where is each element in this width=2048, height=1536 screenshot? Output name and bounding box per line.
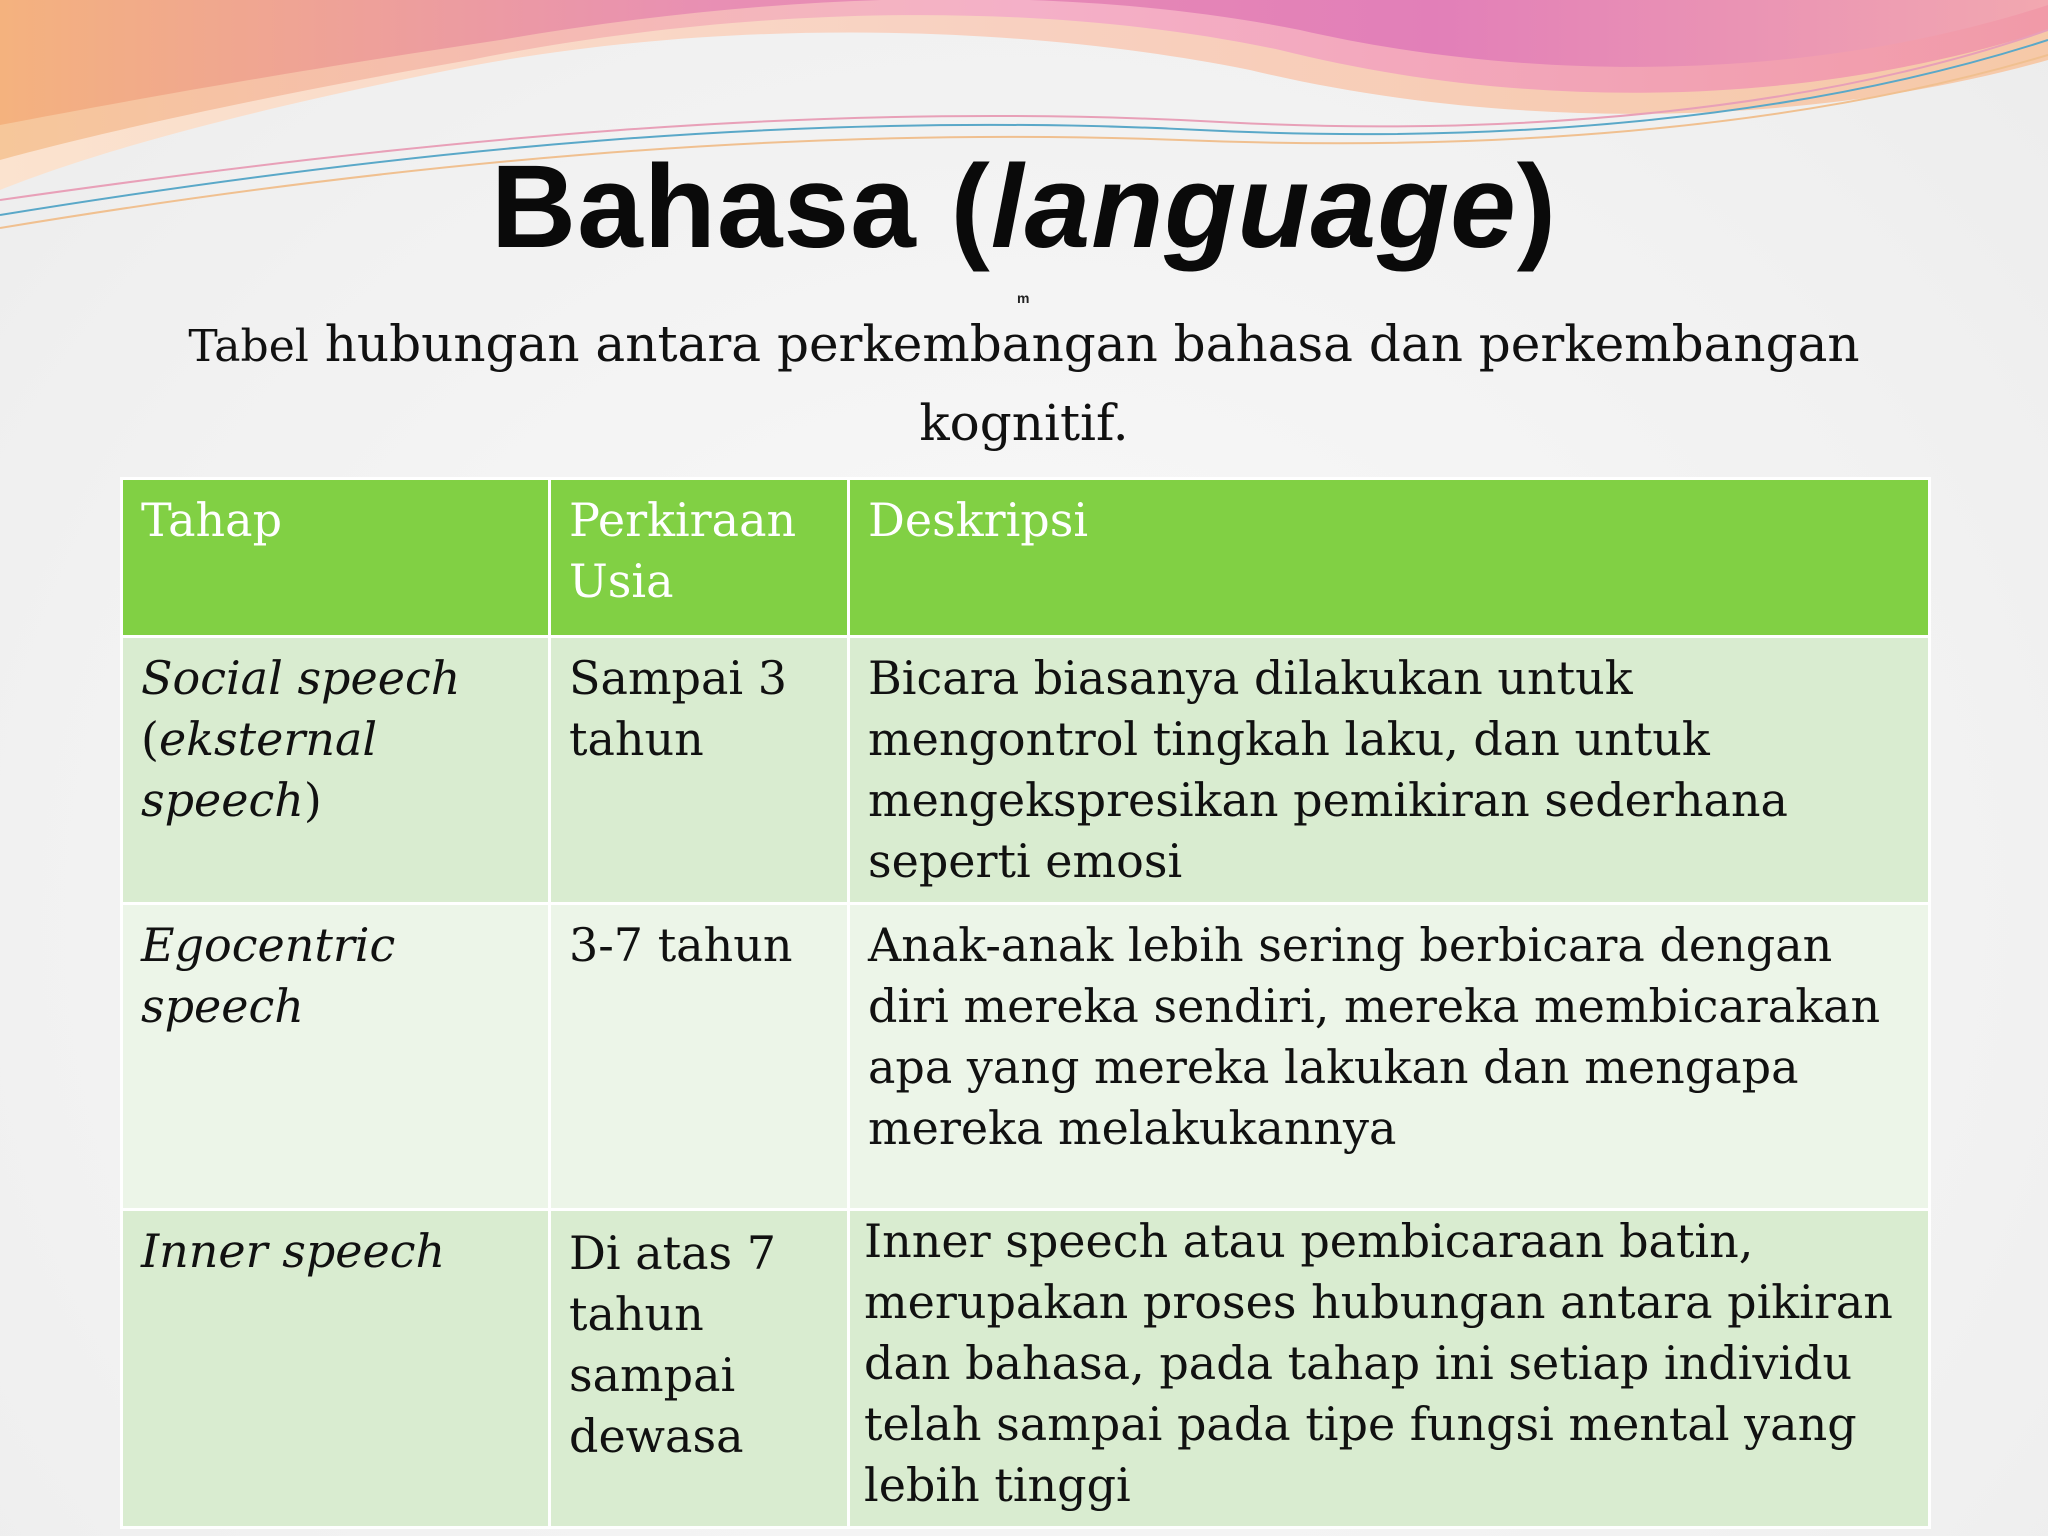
header-description: Deskripsi <box>849 479 1930 637</box>
header-stage: Tahap <box>122 479 550 637</box>
age-cell: Sampai 3 tahun <box>550 637 849 904</box>
table-row <box>122 904 1930 1210</box>
stray-mark: m <box>1017 290 1030 306</box>
slide-subtitle <box>150 306 1898 461</box>
age-cell: Di atas 7 tahun sampai dewasa <box>550 1210 849 1528</box>
header-age: Perkiraan Usia <box>550 479 849 637</box>
stage-cell: Social speech (eksternal speech) <box>122 637 550 904</box>
subtitle-rest: hubungan antara perkembangan bahasa dan perkembangan kognitif. <box>308 315 1860 452</box>
stage-cell: Inner speech <box>122 1210 550 1528</box>
slide-title: Bahasa (language) <box>490 141 1558 273</box>
age-cell: 3-7 tahun <box>550 904 849 1210</box>
table-row <box>122 637 1930 904</box>
description-cell: Anak-anak lebih sering berbicara dengan diri mereka sendiri, mereka membicarakan apa yang mereka lakukan dan mengapa mereka melakukannya <box>849 904 1930 1210</box>
description-cell: Inner speech atau pembicaraan batin, merupakan proses hubungan antara pikiran dan bahasa, pada tahap ini setiap individu telah sampai pada tipe fungsi mental yang lebih tinggi <box>849 1210 1930 1528</box>
subtitle-lead: Tabel <box>188 321 309 372</box>
description-cell: Bicara biasanya dilakukan untuk mengontrol tingkah laku, dan untuk mengekspresikan pemikiran sederhana seperti emosi <box>849 637 1930 904</box>
stage-cell: Egocentric speech <box>122 904 550 1210</box>
table-header-row <box>122 479 1930 637</box>
table-row <box>122 1210 1930 1528</box>
language-development-table <box>120 477 1931 1529</box>
